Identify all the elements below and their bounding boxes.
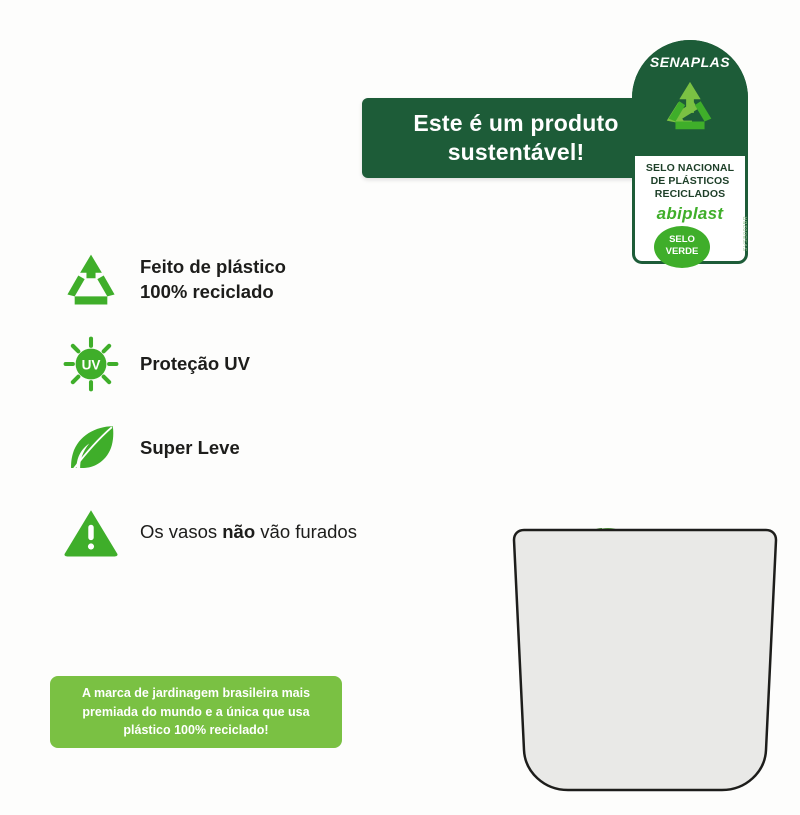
banner-line-2: sustentável! — [447, 139, 585, 165]
uv-icon-text: UV — [81, 357, 101, 373]
feature-label-line-1: Proteção UV — [140, 352, 251, 374]
feature-label — [140, 352, 250, 377]
feature-list — [60, 238, 480, 574]
brand-note-box — [50, 676, 342, 748]
feature-label-prefix: Os vasos — [140, 520, 223, 542]
seal-line-2: DE PLÁSTICOS — [650, 174, 730, 187]
uv-sun-icon — [60, 333, 122, 395]
seal-line-1: SELO NACIONAL — [645, 162, 735, 174]
seal-line-3: RECICLADOS — [654, 187, 726, 200]
seal-body — [632, 40, 748, 276]
feature-item-uv — [60, 322, 480, 406]
feature-item-no-holes — [60, 490, 480, 574]
feature-label — [140, 520, 357, 545]
abiplast-seal — [632, 40, 748, 276]
note-line-2: premiada do mundo e a única que usa — [82, 704, 310, 719]
seal-description — [632, 162, 748, 200]
feature-label-line-1: Feito de plástico — [140, 256, 286, 278]
note-line-3: plástico 100% reciclado! — [123, 723, 269, 738]
feature-label — [140, 255, 286, 305]
seal-side-code: SVSB002BR — [743, 216, 749, 252]
banner-line-1: Este é um produto — [413, 109, 619, 136]
plant-pot — [514, 530, 776, 790]
seal-brand-label: SENAPLAS — [649, 54, 731, 70]
seal-header — [632, 40, 748, 156]
note-text — [68, 684, 324, 740]
note-line-1: A marca de jardinagem brasileira mais — [81, 685, 311, 700]
sustainable-product-banner — [362, 98, 670, 178]
feature-label-line-2: 100% reciclado — [140, 281, 274, 302]
cactus-in-pot-illustration — [480, 330, 800, 810]
warning-triangle-icon — [60, 501, 122, 563]
badge-line-2: VERDE — [665, 245, 699, 257]
feature-item-recycled — [60, 238, 480, 322]
recycle-icon — [60, 249, 122, 311]
seal-org-label: abiplast — [656, 204, 724, 223]
feature-label-suffix: vão furados — [255, 520, 357, 542]
badge-line-1: SELO — [669, 234, 695, 245]
selo-verde-badge — [654, 226, 710, 268]
feature-label-strong: não — [222, 520, 256, 542]
banner-text — [399, 109, 632, 168]
badge-text — [654, 234, 710, 258]
feature-label — [140, 436, 240, 461]
feature-item-lightweight — [60, 406, 480, 490]
feature-label-line-1: Super Leve — [140, 436, 240, 458]
recycle-icon — [659, 76, 721, 138]
feather-icon — [60, 417, 122, 479]
